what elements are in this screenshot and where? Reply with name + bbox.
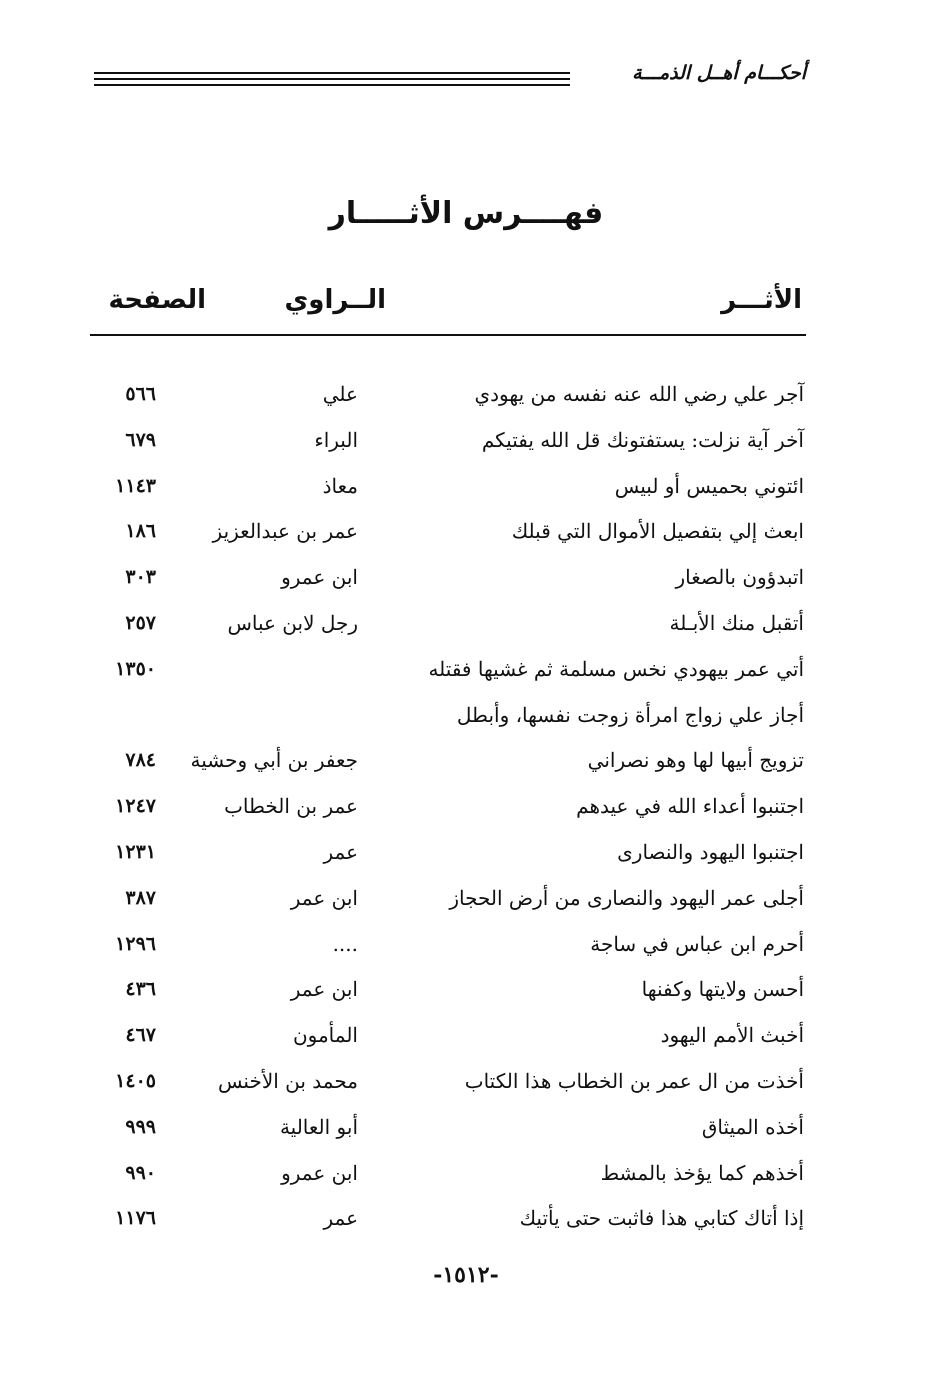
entry-page: ٥٦٦ [125, 383, 156, 405]
entry-narrator: عمر [323, 1206, 358, 1231]
entry-text: أتي عمر بيهودي نخس مسلمة ثم غشيها فقتله [428, 656, 804, 681]
entry-page: ٤٣٦ [125, 978, 156, 1001]
header-rule [94, 78, 570, 80]
entry-text: أحرم ابن عباس في ساجة [590, 931, 804, 956]
index-entry [0, 830, 932, 876]
entry-text: أحسن ولايتها وكفنها [641, 977, 804, 1002]
index-entry [0, 372, 932, 418]
column-header-page: الصفحة [108, 285, 206, 315]
index-entries [0, 372, 932, 1242]
index-entry [0, 1196, 932, 1242]
entry-page: ٣٠٣ [125, 566, 156, 589]
entry-narrator: ابن عمرو [281, 1160, 358, 1185]
entry-narrator: أبو العالية [279, 1114, 358, 1139]
entry-page: ٩٩٩ [125, 1115, 156, 1138]
index-entry [0, 1105, 932, 1151]
entry-text: ابعث إلي بتفصيل الأموال التي قبلك [511, 519, 804, 544]
entry-text: اجتنبوا اليهود والنصارى [617, 839, 804, 864]
header-divider [90, 334, 806, 336]
entry-page: ١٣٥٠ [115, 657, 156, 680]
entry-page: ١٤٠٥ [115, 1069, 156, 1092]
entry-page: ١١٤٣ [115, 474, 156, 497]
entry-page: ١٨٦ [125, 520, 156, 543]
entry-narrator: ابن عمر [290, 885, 358, 910]
entry-narrator: عمر [323, 839, 358, 864]
index-entry [0, 693, 932, 739]
entry-text: أخذهم كما يؤخذ بالمشط [600, 1160, 804, 1185]
index-entry [0, 738, 932, 784]
running-title: أحكـــام أهــل الذمـــة [632, 62, 806, 84]
entry-text: آخر آية نزلت: يستفتونك قل الله يفتيكم [481, 427, 804, 452]
index-entry [0, 922, 932, 968]
column-header-athar: الأثـــر [721, 285, 802, 315]
entry-page: ٣٨٧ [125, 886, 156, 909]
entry-narrator: .... [332, 931, 358, 956]
index-entry [0, 1059, 932, 1105]
entry-narrator: البراء [314, 427, 358, 452]
entry-narrator: ابن عمرو [281, 565, 358, 590]
page-number: -١٥١٢- [433, 1262, 499, 1288]
index-entry [0, 784, 932, 830]
entry-text: اجتنبوا أعداء الله في عيدهم [576, 794, 804, 819]
index-entry [0, 509, 932, 555]
entry-page: ١٢٤٧ [115, 795, 156, 818]
header-rule [94, 84, 570, 86]
index-entry [0, 647, 932, 693]
entry-text: أجاز علي زواج امرأة زوجت نفسها، وأبطل [456, 702, 804, 727]
entry-text: أجلى عمر اليهود والنصارى من أرض الحجاز [449, 885, 804, 910]
entry-page: ٢٥٧ [125, 611, 156, 634]
entry-narrator: عمر بن الخطاب [224, 794, 358, 819]
entry-text: إذا أتاك كتابي هذا فاثبت حتى يأتيك [519, 1206, 804, 1231]
entry-text: أتقبل منك الأبـلة [669, 610, 804, 635]
entry-page: ٤٦٧ [125, 1024, 156, 1047]
index-entry [0, 1151, 932, 1197]
column-header-narrator: الــراوي [284, 285, 386, 315]
index-entry [0, 418, 932, 464]
index-entry [0, 876, 932, 922]
entry-narrator: علي [322, 382, 358, 406]
entry-narrator: عمر بن عبدالعزيز [212, 519, 358, 544]
entry-page: ١١٧٦ [115, 1207, 156, 1230]
entry-text: تزويج أبيها لها وهو نصراني [587, 748, 804, 773]
entry-page: ١٢٩٦ [115, 932, 156, 955]
entry-page: ٧٨٤ [125, 749, 156, 772]
entry-text: أخذت من ال عمر بن الخطاب هذا الكتاب [464, 1068, 804, 1093]
entry-text: أخذه الميثاق [701, 1114, 804, 1139]
entry-text: اتبدؤون بالصغار [675, 565, 804, 590]
entry-page: ٩٩٠ [125, 1161, 156, 1184]
index-entry [0, 967, 932, 1013]
index-title: فهــــرس الأثـــــار [328, 196, 604, 231]
header-rule [94, 72, 570, 74]
entry-text: أخبث الأمم اليهود [660, 1023, 804, 1048]
index-entry [0, 1013, 932, 1059]
running-header [94, 60, 806, 92]
entry-text: ائتوني بحميس أو لبيس [614, 473, 804, 498]
entry-narrator: جعفر بن أبي وحشية [190, 748, 358, 773]
entry-page: ١٢٣١ [115, 840, 156, 863]
entry-page: ٦٧٩ [125, 428, 156, 451]
index-entry [0, 555, 932, 601]
entry-narrator: محمد بن الأخنس [217, 1068, 358, 1093]
entry-narrator: معاذ [322, 473, 358, 498]
entry-narrator: رجل لابن عباس [227, 610, 358, 635]
entry-narrator: ابن عمر [290, 977, 358, 1002]
entry-text: آجر علي رضي الله عنه نفسه من يهودي [474, 382, 804, 406]
index-entry [0, 601, 932, 647]
entry-narrator: المأمون [292, 1023, 358, 1048]
index-entry [0, 464, 932, 510]
